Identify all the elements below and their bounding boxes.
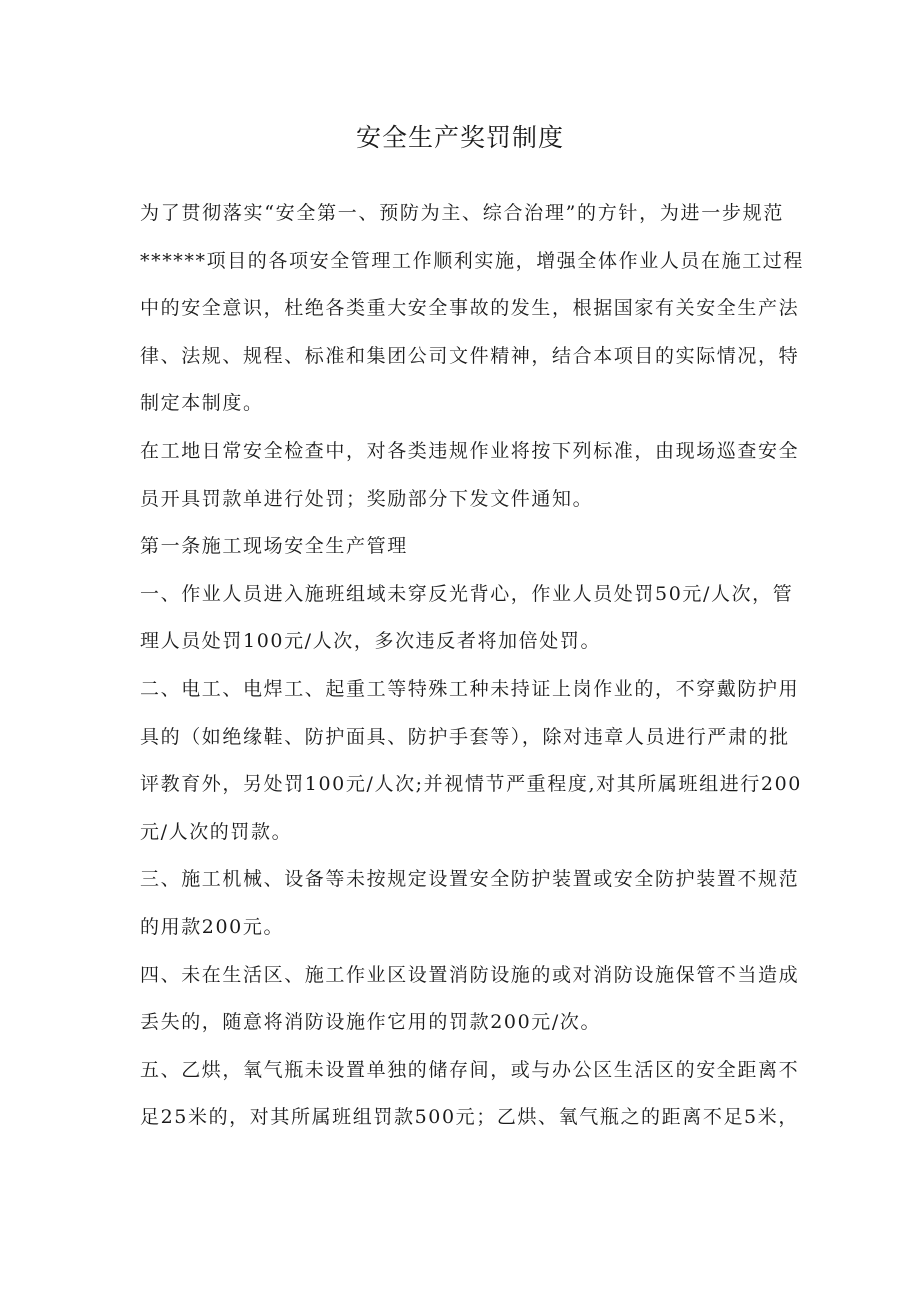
text-line: 丢失的，随意将消防设施作它用的罚款200元/次。 <box>140 1011 602 1034</box>
text-line: 四、未在生活区、施工作业区设置消防设施的或对消防设施保管不当造成 <box>140 963 800 986</box>
text-line: 理人员处罚100元/人次，多次违反者将加倍处罚。 <box>140 630 602 653</box>
text-line: 中的安全意识，杜绝各类重大安全事故的发生，根据国家有关安全生产法 <box>140 297 800 320</box>
text-line: 在工地日常安全检查中，对各类违规作业将按下列标准，由现场巡查安全 <box>140 439 800 462</box>
document-body <box>140 190 805 1142</box>
text-line: ******项目的各项安全管理工作顺利实施，增强全体作业人员在施工过程 <box>140 249 805 272</box>
text-line: 为了贯彻落实“安全第一、预防为主、综合治理”的方针，为进一步规范 <box>140 202 784 224</box>
text-line: 五、乙烘，氧气瓶未设置单独的储存间，或与办公区生活区的安全距离不 <box>140 1058 800 1081</box>
document-title: 安全生产奖罚制度 <box>355 123 564 152</box>
text-line: 一、作业人员进入施班组域未穿反光背心，作业人员处罚50元/人次，管 <box>140 582 794 605</box>
text-line: 足25米的，对其所属班组罚款500元；乙烘、氧气瓶之的距离不足5米， <box>140 1106 799 1129</box>
text-line: 具的（如绝缘鞋、防护面具、防护手套等），除对违章人员进行严肃的批 <box>140 725 790 748</box>
text-line: 二、电工、电焊工、起重工等特殊工种未持证上岗作业的，不穿戴防护用 <box>140 677 800 700</box>
text-line: 的用款200元。 <box>140 915 285 938</box>
text-line: 制定本制度。 <box>140 392 264 415</box>
text-line: 元/人次的罚款。 <box>140 820 293 843</box>
text-line: 律、法规、规程、标准和集团公司文件精神，结合本项目的实际情况，特 <box>140 344 800 367</box>
text-line: 评教育外，另处罚100元/人次;并视情节严重程度,对其所属班组进行200 <box>140 773 802 796</box>
section-heading: 第一条施工现场安全生产管理 <box>140 535 408 558</box>
text-line: 三、施工机械、设备等未按规定设置安全防护装置或安全防护装置不规范 <box>140 868 800 891</box>
text-line: 员开具罚款单进行处罚；奖励部分下发文件通知。 <box>140 487 594 510</box>
